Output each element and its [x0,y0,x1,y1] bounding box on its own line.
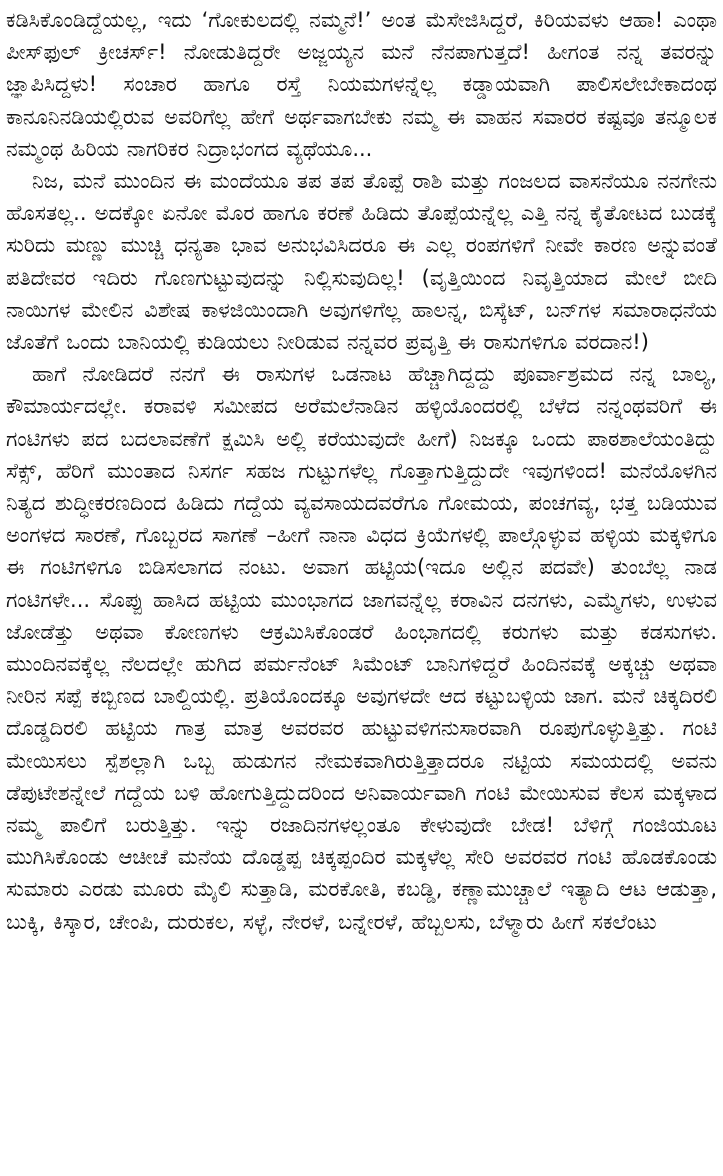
paragraph-3: ಹಾಗೆ ನೋಡಿದರೆ ನನಗೆ ಈ ರಾಸುಗಳ ಒಡನಾಟ ಹೆಚ್ಚಾಗಿದ್ದದ್ದು ಪೂರ್ವಾಶ್ರಮದ ನನ್ನ ಬಾಲ್ಯ, ಕೌಮಾರ್ಯದಲ್ಲೇ. ಕರಾವಳಿ ಸಮೀಪದ ಅರೆಮಲೆನಾಡಿನ ಹಳ್ಳಿಯೊಂದರಲ್ಲಿ ಬೆಳೆದ ನನ್ನಂಥವರಿಗೆ ಈ ಗಂಟಿಗಳು ಪದ ಬದಲಾವಣೆಗೆ ಕ್ಷಮಿಸಿ ಅಲ್ಲಿ ಕರೆಯುವುದೇ ಹೀಗೆ) ನಿಜಕ್ಕೂ ಒಂದು ಪಾಠಶಾಲೆಯಂತಿದ್ದು ಸೆಕ್ಸ್, ಹೆರಿಗೆ ಮುಂತಾದ ನಿಸರ್ಗ ಸಹಜ ಗುಟ್ಟುಗಳೆಲ್ಲ ಗೊತ್ತಾಗುತ್ತಿದ್ದುದೇ ಇವುಗಳಿಂದ! ಮನೆಯೊಳಗಿನ ನಿತ್ಯದ ಶುದ್ಧೀಕರಣದಿಂದ ಹಿಡಿದು ಗದ್ದೆಯ ವ್ಯವಸಾಯದವರೆಗೂ ಗೋಮಯ, ಪಂಚಗವ್ಯ, ಭತ್ತ ಬಡಿಯುವ ಅಂಗಳದ ಸಾರಣೆ, ಗೊಬ್ಬರದ ಸಾಗಣೆ –ಹೀಗೆ ನಾನಾ ವಿಧದ ಕ್ರಿಯೆಗಳಲ್ಲಿ ಪಾಲ್ಗೊಳ್ಳುವ ಹಳ್ಳಿಯ ಮಕ್ಕಳಿಗೂ ಈ ಗಂಟಿಗಳಿಗೂ ಬಿಡಿಸಲಾಗದ ನಂಟು. ಅವಾಗ ಹಟ್ಟಿಯ(ಇದೂ ಅಲ್ಲಿನ ಪದವೇ) ತುಂಬೆಲ್ಲ ನಾಡ ಗಂಟಿಗಳೇ... ಸೊಪ್ಪು ಹಾಸಿದ ಹಟ್ಟಿಯ ಮುಂಭಾಗದ ಜಾಗವನ್ನೆಲ್ಲ ಕರಾವಿನ ದನಗಳು, ಎಮ್ಮೆಗಳು, ಉಳುವ ಜೋಡೆತ್ತು ಅಥವಾ ಕೋಣಗಳು ಆಕ್ರಮಿಸಿಕೊಂಡರೆ ಹಿಂಭಾಗದಲ್ಲಿ ಕರುಗಳು ಮತ್ತು ಕಡಸುಗಳು. ಮುಂದಿನವಕ್ಕೆಲ್ಲ ನೆಲದಲ್ಲೇ ಹುಗಿದ ಪರ್ಮನೆಂಟ್ ಸಿಮೆಂಟ್ ಬಾನಿಗಳಿದ್ದರೆ ಹಿಂದಿನವಕ್ಕೆ ಅಕ್ಕಚ್ಚು ಅಥವಾ ನೀರಿನ ಸಪ್ಪೆ ಕಬ್ಬಿಣದ ಬಾಲ್ದಿಯಲ್ಲಿ. ಪ್ರತಿಯೊಂದಕ್ಕೂ ಅವುಗಳದೇ ಆದ ಕಟ್ಟುಬಳ್ಳಿಯ ಜಾಗ. ಮನೆ ಚಿಕ್ಕದಿರಲಿ ದೊಡ್ಡದಿರಲಿ ಹಟ್ಟಿಯ ಗಾತ್ರ ಮಾತ್ರ ಅವರವರ ಹುಟ್ಟುವಳಿಗನುಸಾರವಾಗಿ ರೂಪುಗೊಳ್ಳುತ್ತಿತ್ತು. ಗಂಟಿ ಮೇಯಿಸಲು ಸ್ಪೆಶಲ್ಲಾಗಿ ಒಬ್ಬ ಹುಡುಗನ ನೇಮಕವಾಗಿರುತ್ತಿತ್ತಾದರೂ ನಟ್ಟಿಯ ಸಮಯದಲ್ಲಿ ಅವನು ಡೆಪುಟೇಶನ್ನೇಲೆ ಗದ್ದೆಯ ಬಳಿ ಹೋಗುತ್ತಿದ್ದುದರಿಂದ ಅನಿವಾರ್ಯವಾಗಿ ಗಂಟಿ ಮೇಯಿಸುವ ಕೆಲಸ ಮಕ್ಕಳಾದ ನಮ್ಮ ಪಾಲಿಗೆ ಬರುತ್ತಿತ್ತು. ಇನ್ನು ರಜಾದಿನಗಳಲ್ಲಂತೂ ಕೇಳುವುದೇ ಬೇಡ! ಬೆಳಿಗ್ಗೆ ಗಂಜಿಯೂಟ ಮುಗಿಸಿಕೊಂಡು ಆಚೀಚೆ ಮನೆಯ ದೊಡ್ಡಪ್ಪ ಚಿಕ್ಕಪ್ಪಂದಿರ ಮಕ್ಕಳೆಲ್ಲ ಸೇರಿ ಅವರವರ ಗಂಟಿ ಹೊಡಕೊಂಡು ಸುಮಾರು ಎರಡು ಮೂರು ಮೈಲಿ ಸುತ್ತಾಡಿ, ಮರಕೋತಿ, ಕಬಡ್ಡಿ, ಕಣ್ಣಾಮುಚ್ಚಾಲೆ ಇತ್ಯಾದಿ ಆಟ ಆಡುತ್ತಾ, ಬುಕ್ಕಿ, ಕಿಸ್ಕಾರ, ಚೇಂಪಿ, ದುರುಕಲ, ಸಳ್ಳೆ, ನೇರಳೆ, ಬನ್ನೇರಳೆ, ಹೆಬ್ಬಲಸು, ಬೆಳ್ಮಾರು ಹೀಗೆ ಸಕಲೆಂಟು [6,362,717,934]
paragraph-1: ಕಡಿಸಿಕೊಂಡಿದ್ದೆಯಲ್ಲ, ಇದು ‘ಗೋಕುಲದಲ್ಲಿ ನಮ್ಮನೆ!’ ಅಂತ ಮೆಸೇಜಿಸಿದ್ದರೆ, ಕಿರಿಯವಳು ಆಹಾ! ಎಂಥಾ ಪೀಸ್‌ಫುಲ್ ಕ್ರೀಚರ್ಸ್! ನೋಡುತಿದ್ದರೇ ಅಜ್ಜಯ್ಯನ ಮನೆ ನೆನಪಾಗುತ್ತದೆ! ಹೀಗಂತ ನನ್ನ ತವರನ್ನು ಜ್ಞಾಪಿಸಿದ್ದಳು! ಸಂಚಾರ ಹಾಗೂ ರಸ್ತೆ ನಿಯಮಗಳನ್ನೆಲ್ಲ ಕಡ್ಡಾಯವಾಗಿ ಪಾಲಿಸಲೇಬೇಕಾದಂಥ ಕಾನೂನಿನಡಿಯಲ್ಲಿರುವ ಅವರಿಗೆಲ್ಲ ಹೇಗೆ ಅರ್ಥವಾಗಬೇಕು ನಮ್ಮ ಈ ವಾಹನ ಸವಾರರ ಕಷ್ಟವೂ ತನ್ಮೂಲಕ ನಮ್ಮಂಥ ಹಿರಿಯ ನಾಗರಿಕರ ನಿದ್ರಾಭಂಗದ ವ್ಯಥೆಯೂ... [6,8,717,161]
paragraph-2: ನಿಜ, ಮನೆ ಮುಂದಿನ ಈ ಮಂದೆಯೂ ತಪ ತಪ ತೊಪ್ಪೆ ರಾಶಿ ಮತ್ತು ಗಂಜಲದ ವಾಸನೆಯೂ ನನಗೇನು ಹೊಸತಲ್ಲ.. ಅದಕ್ಕೋ ಏನೋ ಮೊರ ಹಾಗೂ ಕರಣೆ ಹಿಡಿದು ತೊಪ್ಪೆಯನ್ನೆಲ್ಲ ಎತ್ತಿ ನನ್ನ ಕೈತೋಟದ ಬುಡಕ್ಕೆ ಸುರಿದು ಮಣ್ಣು ಮುಚ್ಚಿ ಧನ್ಯತಾ ಭಾವ ಅನುಭವಿಸಿದರೂ ಈ ಎಲ್ಲ ರಂಪಗಳಿಗೆ ನೀವೇ ಕಾರಣ ಅನ್ನುವಂತೆ ಪತಿದೇವರ ಇದಿರು ಗೊಣಗುಟ್ಟುವುದನ್ನು ನಿಲ್ಲಿಸುವುದಿಲ್ಲ! (ವೃತ್ತಿಯಿಂದ ನಿವೃತ್ತಿಯಾದ ಮೇಲೆ ಬೀದಿ ನಾಯಿಗಳ ಮೇಲಿನ ವಿಶೇಷ ಕಾಳಜಿಯಿಂದಾಗಿ ಅವುಗಳಿಗೆಲ್ಲ ಹಾಲನ್ನ, ಬಿಸ್ಕೆಟ್, ಬನ್‌ಗಳ ಸಮಾರಾಧನೆಯ ಜೊತೆಗೆ ಒಂದು ಬಾನಿಯಲ್ಲಿ ಕುಡಿಯಲು ನೀರಿಡುವ ನನ್ನವರ ಪ್ರವೃತ್ತಿ ಈ ರಾಸುಗಳಿಗೂ ವರದಾನ!) [6,169,717,355]
